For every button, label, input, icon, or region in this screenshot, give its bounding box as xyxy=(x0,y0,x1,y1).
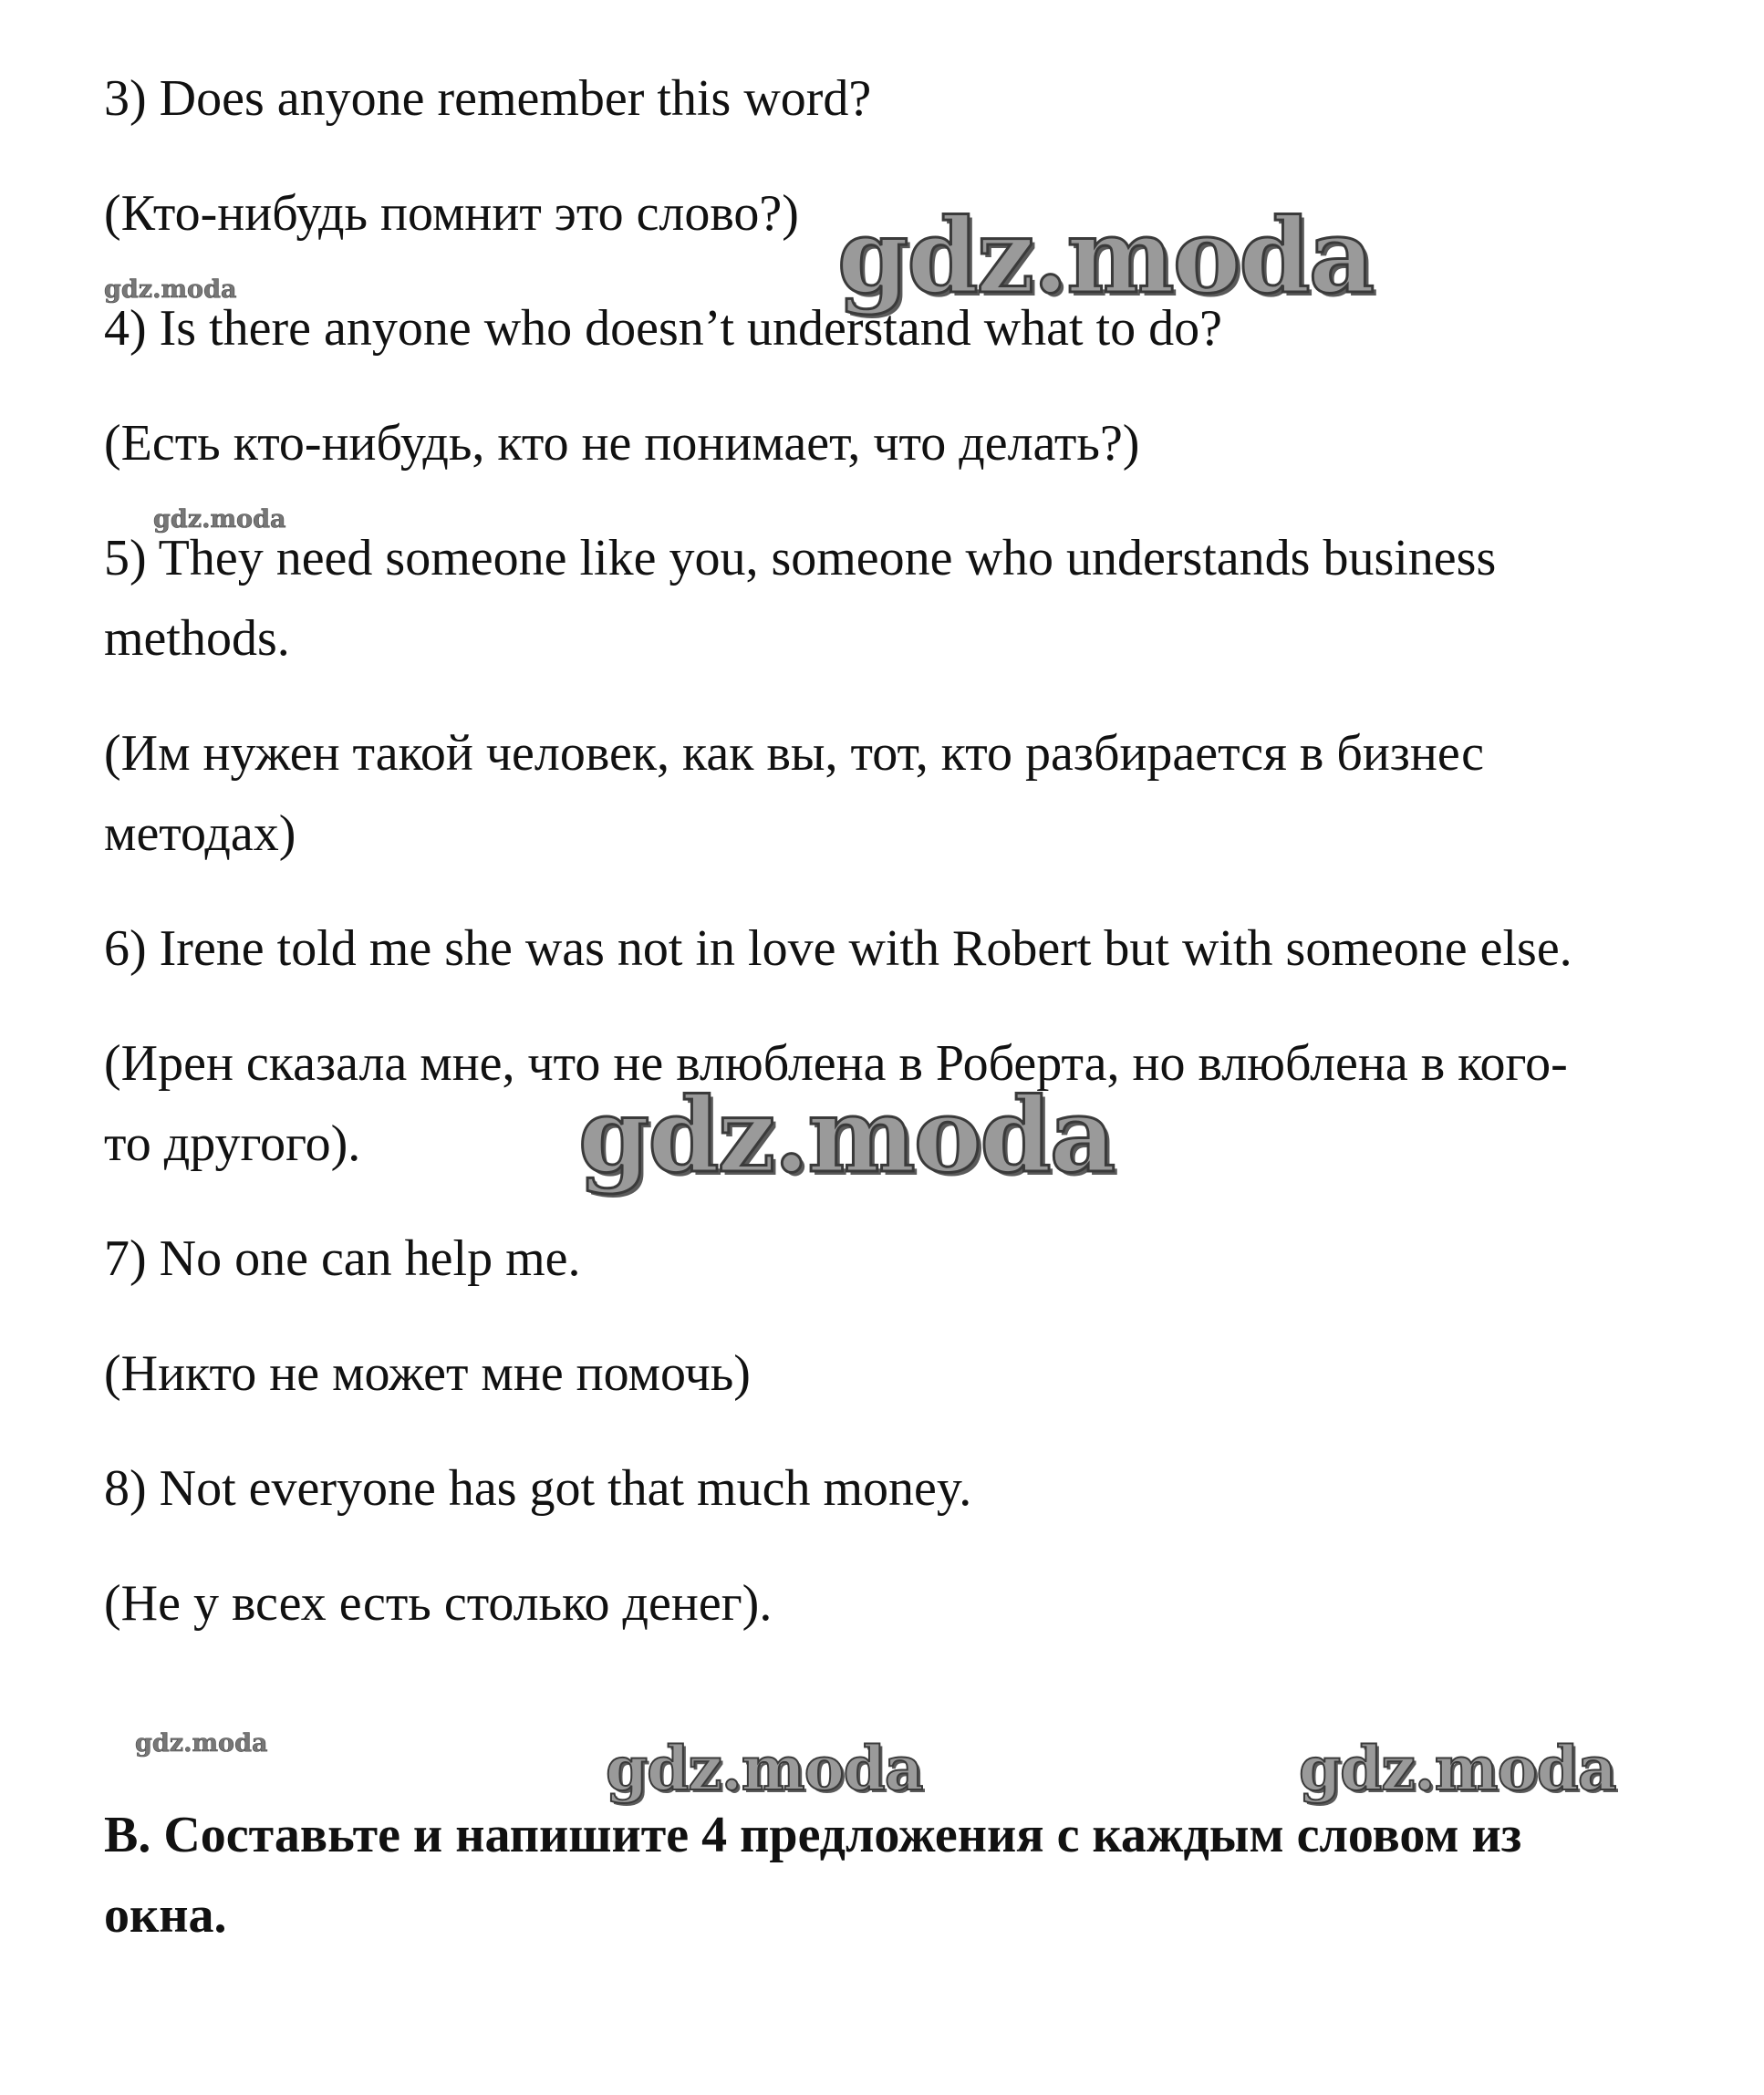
sentence-6-english: 6) Irene told me she was not in love with Robert but with someone else. xyxy=(104,920,1572,977)
sentence-5-english-line2: methods. xyxy=(104,610,290,667)
watermark-small-2: gdz.moda xyxy=(153,505,286,534)
watermark-small-1: gdz.moda xyxy=(104,275,237,304)
section-b-heading-line1: B. Составьте и напишите 4 предложения с каждым словом из xyxy=(104,1807,1522,1863)
sentence-7-english: 7) No one can help me. xyxy=(104,1230,581,1287)
sentence-4-english: 4) Is there anyone who doesn’t understand what to do? xyxy=(104,300,1222,357)
watermark-large-middle: gdz.moda xyxy=(578,1076,1115,1196)
sentence-5-translation-line2: методах) xyxy=(104,805,296,862)
sentence-8-translation: (Не у всех есть столько денег). xyxy=(104,1575,773,1632)
sentence-4-translation: (Есть кто-нибудь, кто не понимает, что делать?) xyxy=(104,415,1140,472)
section-b-heading-line2: окна. xyxy=(104,1887,227,1944)
sentence-6-translation-line1: (Ирен сказала мне, что не влюблена в Роберта, но влюблена в кого- xyxy=(104,1035,1568,1092)
sentence-5-english-line1: 5) They need someone like you, someone who understands business xyxy=(104,530,1497,586)
sentence-5-translation-line1: (Им нужен такой человек, как вы, тот, кто разбирается в бизнес xyxy=(104,725,1484,782)
sentence-6-translation-line2: то другого). xyxy=(104,1115,361,1172)
watermark-medium-left: gdz.moda xyxy=(606,1733,923,1804)
watermark-small-3: gdz.moda xyxy=(135,1729,268,1758)
sentence-8-english: 8) Not everyone has got that much money. xyxy=(104,1460,972,1517)
sentence-7-translation: (Никто не может мне помочь) xyxy=(104,1345,751,1402)
sentence-3-translation: (Кто-нибудь помнит это слово?) xyxy=(104,185,799,242)
watermark-medium-right: gdz.moda xyxy=(1299,1733,1616,1804)
watermark-large-top: gdz.moda xyxy=(837,197,1374,316)
sentence-3-english: 3) Does anyone remember this word? xyxy=(104,70,872,127)
